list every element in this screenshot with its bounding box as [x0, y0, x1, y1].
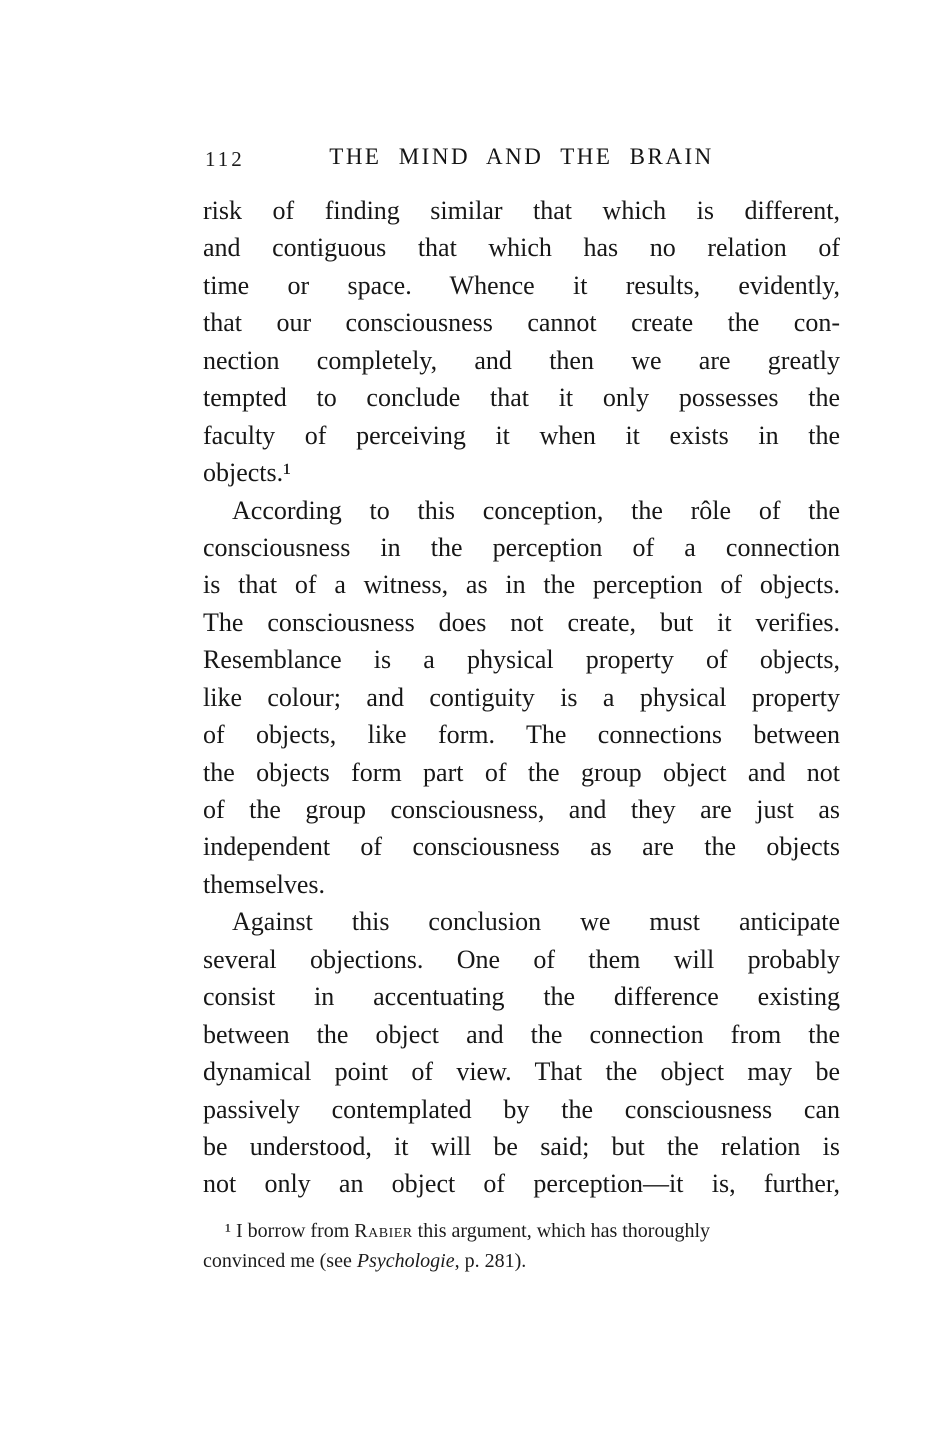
footnote-segment: ¹ I borrow from	[225, 1220, 355, 1242]
paragraph	[203, 192, 840, 492]
text-line: According to this conception, the rôle of the	[232, 495, 840, 525]
text-line: of the group consciousness, and they are just as	[203, 795, 840, 824]
text-line: nection completely, and then we are greatly	[203, 345, 840, 375]
footnote-segment: convinced me (see	[203, 1250, 357, 1272]
footnote-segment: Rabier	[354, 1220, 413, 1242]
footnote	[203, 1216, 840, 1276]
text-line: dynamical point of view. That the object may be	[203, 1057, 840, 1087]
text-line: faculty of perceiving it when it exists in the	[203, 420, 840, 450]
text-line: Against this conclusion we must anticipate	[232, 907, 840, 937]
text-line: like colour; and contiguity is a physical property	[203, 682, 840, 712]
text-line: and contiguous that which has no relation of	[203, 233, 840, 263]
text-line: that our consciousness cannot create the con-	[203, 308, 840, 338]
footnote-segment: , p. 281).	[454, 1250, 527, 1272]
page-number: 112	[205, 147, 245, 171]
footnote-segment: this argument, which has thoroughly	[412, 1220, 711, 1242]
text-line: independent of consciousness as are the objects	[203, 832, 840, 862]
running-title: THE MIND AND THE BRAIN	[329, 144, 714, 169]
text-line: consciousness in the perception of a connection	[203, 532, 840, 562]
footnote-segment: Psychologie	[356, 1250, 455, 1272]
text-line: tempted to conclude that it only possesses the	[203, 383, 840, 413]
text-line: the objects form part of the group object and not	[203, 757, 840, 787]
body-text	[203, 192, 840, 1203]
text-line: time or space. Whence it results, evidently,	[203, 270, 840, 300]
text-line: passively contemplated by the consciousness can	[203, 1094, 840, 1124]
text-line: be understood, it will be said; but the relation is	[203, 1131, 840, 1161]
text-line: risk of finding similar that which is different,	[203, 196, 840, 225]
text-line: Resemblance is a physical property of objects,	[203, 645, 840, 675]
paragraph	[203, 903, 840, 1203]
text-line: of objects, like form. The connections between	[203, 720, 840, 750]
text-line: not only an object of perception—it is, further,	[203, 1169, 840, 1199]
text-line: between the object and the connection from the	[203, 1019, 840, 1049]
footnote-line	[203, 1246, 840, 1276]
text-line: several objections. One of them will probably	[203, 944, 840, 974]
text-line: themselves.	[203, 869, 326, 899]
footnote-line	[203, 1216, 840, 1246]
text-line: The consciousness does not create, but it verifies.	[203, 607, 840, 637]
page-header	[203, 144, 840, 172]
text-line: objects.¹	[203, 458, 291, 488]
text-line: is that of a witness, as in the perception of objects.	[203, 570, 840, 600]
text-line: consist in accentuating the difference existing	[203, 982, 840, 1012]
paragraph	[203, 492, 840, 904]
